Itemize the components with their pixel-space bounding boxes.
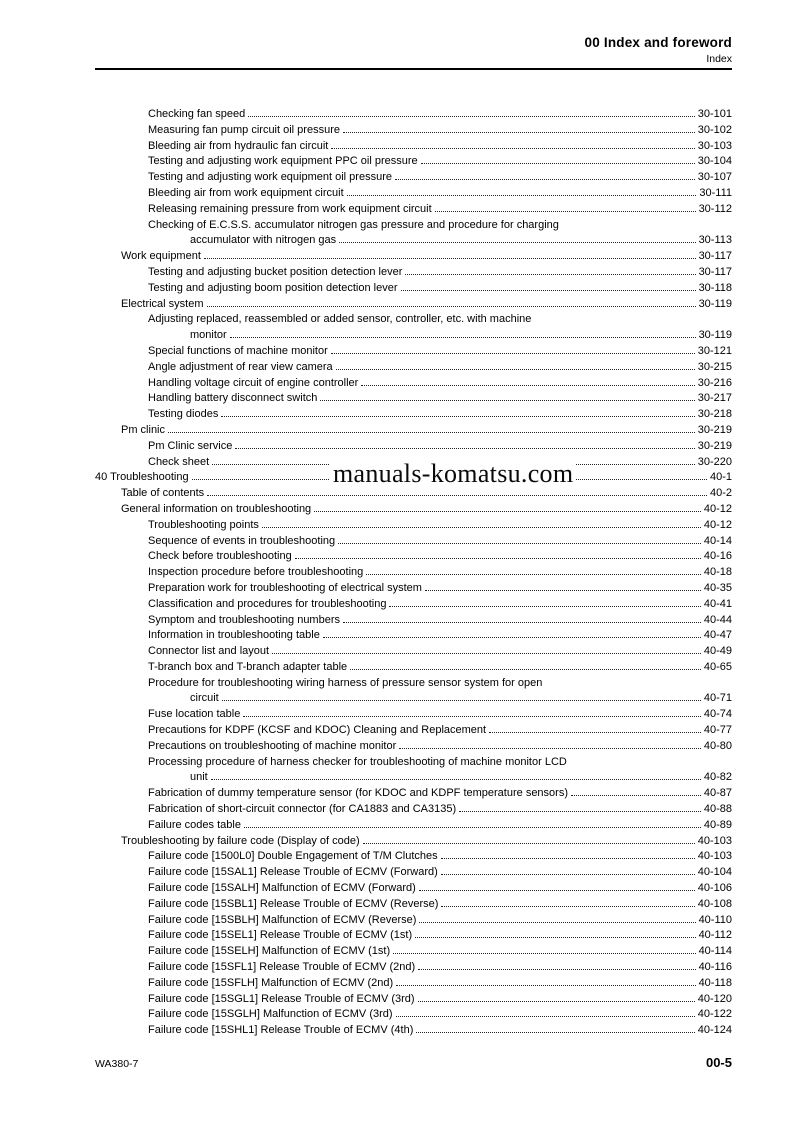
- toc-row: [95, 818, 732, 834]
- toc-entry-page: 40-35: [703, 581, 732, 594]
- toc-entry-title: unit: [190, 771, 208, 784]
- toc-row: [95, 960, 732, 976]
- toc-line: [95, 154, 732, 170]
- toc-entry-title: Failure code [15SELH] Malfunction of ECMV (1st): [148, 945, 391, 958]
- toc-row: [95, 1023, 732, 1039]
- toc-entry-page: 40-89: [703, 818, 732, 831]
- toc-row: [95, 439, 732, 455]
- dotted-leader: [393, 953, 695, 954]
- toc-entry-page: 30-219: [697, 423, 732, 436]
- toc-row: [95, 755, 732, 787]
- toc-entry-title: monitor: [190, 329, 227, 342]
- toc-entry-page: 40-124: [697, 1024, 732, 1037]
- toc-line: [95, 139, 732, 155]
- toc-line: [95, 849, 732, 865]
- toc-entry-title: Pm clinic: [121, 423, 166, 436]
- toc-row: [95, 534, 732, 550]
- toc-line: [95, 660, 732, 676]
- toc-entry-title: Testing and adjusting boom position detection lever: [148, 281, 398, 294]
- toc-entry-page: 40-82: [703, 771, 732, 784]
- dotted-leader: [272, 653, 701, 654]
- toc-line: [95, 170, 732, 186]
- toc-line: [95, 691, 732, 707]
- toc-line: [95, 786, 732, 802]
- toc-row: [95, 644, 732, 660]
- toc-line: [95, 218, 732, 234]
- toc-line: [95, 423, 732, 439]
- toc-entry-title: Procedure for troubleshooting wiring harness of pressure sensor system for open: [148, 676, 543, 689]
- toc-entry-title: Electrical system: [121, 297, 204, 310]
- toc-row: [95, 897, 732, 913]
- toc-entry-page: 30-119: [698, 297, 732, 310]
- dotted-leader: [323, 637, 701, 638]
- toc-line: [95, 770, 732, 786]
- toc-entry-page: 40-74: [703, 708, 732, 721]
- toc-entry-page: 30-117: [698, 265, 732, 278]
- toc-entry-title: Checking of E.C.S.S. accumulator nitrogen gas pressure and procedure for charging: [148, 218, 559, 231]
- toc-entry-title: Fabrication of short-circuit connector (for CA1883 and CA3135): [148, 803, 457, 816]
- toc-line: [95, 834, 732, 850]
- header-rule: [95, 68, 732, 70]
- toc-entry-page: 30-103: [697, 139, 732, 152]
- toc-line: [95, 439, 732, 455]
- dotted-leader: [320, 400, 694, 401]
- toc-row: [95, 170, 732, 186]
- toc-entry-page: 30-121: [697, 344, 732, 357]
- dotted-leader: [389, 606, 700, 607]
- dotted-leader: [262, 527, 701, 528]
- toc-entry-title: Information in troubleshooting table: [148, 629, 320, 642]
- toc-entry-page: 40-118: [698, 976, 732, 989]
- toc-line: [95, 944, 732, 960]
- dotted-leader: [248, 116, 695, 117]
- toc-row: [95, 976, 732, 992]
- toc-entry-title: Testing and adjusting work equipment PPC oil pressure: [148, 155, 418, 168]
- toc-line: [95, 407, 732, 423]
- toc-entry-page: 40-47: [703, 629, 732, 642]
- toc-entry-page: 30-112: [698, 202, 732, 215]
- dotted-leader: [399, 748, 701, 749]
- toc-row: [95, 265, 732, 281]
- toc-entry-page: 40-12: [703, 502, 732, 515]
- toc-entry-title: Table of contents: [121, 487, 205, 500]
- toc-row: [95, 613, 732, 629]
- dotted-leader: [222, 700, 701, 701]
- toc-line: [95, 107, 732, 123]
- toc-line: [95, 565, 732, 581]
- toc-row: [95, 676, 732, 708]
- toc-entry-title: Angle adjustment of rear view camera: [148, 360, 333, 373]
- toc-row: [95, 881, 732, 897]
- toc-line: [95, 502, 732, 518]
- toc-entry-page: 40-18: [703, 566, 732, 579]
- toc-entry-page: 40-87: [703, 787, 732, 800]
- toc-entry-page: 30-218: [697, 408, 732, 421]
- toc-line: [95, 328, 732, 344]
- toc-row: [95, 344, 732, 360]
- toc-row: [95, 549, 732, 565]
- dotted-leader: [441, 906, 694, 907]
- toc-row: [95, 865, 732, 881]
- toc-entry-title: Testing and adjusting work equipment oil pressure: [148, 171, 392, 184]
- toc-entry-page: 40-120: [697, 992, 732, 1005]
- toc-entry-page: 40-103: [697, 850, 732, 863]
- dotted-leader: [366, 574, 701, 575]
- toc-entry-title: Failure code [15SGL1] Release Trouble of ECMV (3rd): [148, 992, 415, 1005]
- toc-line: [95, 297, 732, 313]
- toc-row: [95, 139, 732, 155]
- footer-model-label: WA380-7: [95, 1058, 139, 1070]
- toc-row: [95, 407, 732, 423]
- dotted-leader: [395, 179, 695, 180]
- toc-row: [95, 849, 732, 865]
- toc-entry-title: Bleeding air from work equipment circuit: [148, 186, 344, 199]
- toc-entry-title: Failure codes table: [148, 818, 241, 831]
- dotted-leader: [396, 985, 695, 986]
- dotted-leader: [347, 195, 697, 196]
- toc-row: [95, 376, 732, 392]
- toc-line: [95, 344, 732, 360]
- dotted-leader: [401, 290, 696, 291]
- dotted-leader: [489, 732, 701, 733]
- toc-row: [95, 312, 732, 344]
- toc-entry-page: 40-104: [697, 866, 732, 879]
- toc-line: [95, 376, 732, 392]
- toc-line: [95, 581, 732, 597]
- toc-entry-title: Troubleshooting points: [148, 518, 259, 531]
- toc-entry-page: 40-14: [703, 534, 732, 547]
- dotted-leader: [425, 590, 701, 591]
- toc-line: [95, 723, 732, 739]
- toc-entry-page: 40-110: [698, 913, 732, 926]
- header-title: 00 Index and foreword: [584, 35, 732, 50]
- toc-entry-title: Preparation work for troubleshooting of electrical system: [148, 581, 422, 594]
- dotted-leader: [314, 511, 701, 512]
- toc-entry-title: Measuring fan pump circuit oil pressure: [148, 123, 340, 136]
- toc-entry-title: Testing and adjusting bucket position detection lever: [148, 265, 403, 278]
- toc-entry-page: 40-106: [697, 882, 732, 895]
- toc-entry-title: Failure code [15SBL1] Release Trouble of ECMV (Reverse): [148, 897, 439, 910]
- toc-entry-title: General information on troubleshooting: [121, 502, 312, 515]
- toc-line: [95, 534, 732, 550]
- toc-row: [95, 565, 732, 581]
- toc-row: [95, 218, 732, 250]
- toc-entry-page: 40-122: [697, 1008, 732, 1021]
- dotted-leader: [363, 843, 695, 844]
- toc-row: [95, 628, 732, 644]
- toc-entry-page: 40-16: [703, 550, 732, 563]
- dotted-leader: [343, 622, 701, 623]
- footer-page-number: 00-5: [705, 1055, 732, 1070]
- dotted-leader: [416, 1032, 694, 1033]
- toc-entry-page: 30-104: [697, 155, 732, 168]
- toc-line: [95, 1023, 732, 1039]
- toc-entry-title: Precautions on troubleshooting of machine monitor: [148, 739, 397, 752]
- toc-line: [95, 186, 732, 202]
- toc-entry-page: 30-117: [698, 250, 732, 263]
- toc-entry-title: Fabrication of dummy temperature sensor (for KDOC and KDPF temperature sensors): [148, 787, 568, 800]
- toc-entry-title: Failure code [15SHL1] Release Trouble of ECMV (4th): [148, 1024, 414, 1037]
- toc-entry-page: 40-77: [703, 724, 732, 737]
- toc-entry-title: T-branch box and T-branch adapter table: [148, 660, 348, 673]
- toc-entry-title: Fuse location table: [148, 708, 241, 721]
- watermark: manuals-komatsu.com: [330, 459, 576, 489]
- toc-entry-title: Processing procedure of harness checker for troubleshooting of machine monitor LCD: [148, 755, 567, 768]
- toc-entry-page: 40-2: [709, 487, 732, 500]
- toc-row: [95, 802, 732, 818]
- dotted-leader: [419, 922, 695, 923]
- dotted-leader: [338, 543, 701, 544]
- toc-entry-title: Handling battery disconnect switch: [148, 392, 318, 405]
- toc-line: [95, 802, 732, 818]
- toc-entry-title: Failure code [1500L0] Double Engagement of T/M Clutches: [148, 850, 438, 863]
- toc-row: [95, 281, 732, 297]
- toc-line: [95, 913, 732, 929]
- dotted-leader: [204, 258, 696, 259]
- toc-line: [95, 597, 732, 613]
- toc-row: [95, 186, 732, 202]
- toc-entry-title: Inspection procedure before troubleshooting: [148, 566, 364, 579]
- toc-line: [95, 865, 732, 881]
- toc-line: [95, 613, 732, 629]
- toc-line: [95, 233, 732, 249]
- toc-line: [95, 281, 732, 297]
- dotted-leader: [441, 858, 695, 859]
- toc-entry-page: 40-112: [698, 929, 732, 942]
- dotted-leader: [415, 937, 695, 938]
- toc-row: [95, 423, 732, 439]
- toc-row: [95, 297, 732, 313]
- toc-list: [95, 107, 732, 1039]
- toc-line: [95, 818, 732, 834]
- dotted-leader: [331, 148, 694, 149]
- toc-entry-title: Failure code [15SFL1] Release Trouble of ECMV (2nd): [148, 961, 416, 974]
- toc-line: [95, 707, 732, 723]
- dotted-leader: [418, 969, 695, 970]
- toc-entry-title: Troubleshooting by failure code (Display of code): [121, 834, 360, 847]
- toc-row: [95, 913, 732, 929]
- toc-entry-title: Failure code [15SEL1] Release Trouble of ECMV (1st): [148, 929, 413, 942]
- toc-line: [95, 518, 732, 534]
- toc-line: [95, 739, 732, 755]
- toc-entry-page: 40-114: [698, 945, 732, 958]
- dotted-leader: [243, 716, 701, 717]
- toc-entry-page: 30-220: [697, 455, 732, 468]
- toc-line: [95, 992, 732, 1008]
- dotted-leader: [244, 827, 701, 828]
- header-subtitle: Index: [706, 53, 732, 65]
- toc-row: [95, 660, 732, 676]
- toc-entry-page: 30-102: [697, 123, 732, 136]
- toc-row: [95, 581, 732, 597]
- toc-entry-title: Adjusting replaced, reassembled or added sensor, controller, etc. with machine: [148, 313, 532, 326]
- dotted-leader: [396, 1016, 695, 1017]
- toc-line: [95, 881, 732, 897]
- dotted-leader: [441, 874, 695, 875]
- dotted-leader: [339, 242, 695, 243]
- dotted-leader: [459, 811, 701, 812]
- toc-line: [95, 644, 732, 660]
- toc-row: [95, 202, 732, 218]
- toc-entry-title: Connector list and layout: [148, 645, 270, 658]
- toc-entry-page: 30-216: [697, 376, 732, 389]
- toc-entry-title: Testing diodes: [148, 408, 219, 421]
- toc-entry-title: Precautions for KDPF (KCSF and KDOC) Cleaning and Replacement: [148, 724, 487, 737]
- toc-entry-title: Failure code [15SALH] Malfunction of ECMV (Forward): [148, 882, 416, 895]
- toc-line: [95, 676, 732, 692]
- toc-row: [95, 1007, 732, 1023]
- toc-entry-page: 40-41: [703, 597, 732, 610]
- dotted-leader: [295, 558, 701, 559]
- toc-line: [95, 202, 732, 218]
- toc-entry-page: 40-116: [698, 961, 732, 974]
- toc-entry-page: 40-65: [703, 660, 732, 673]
- dotted-leader: [419, 890, 695, 891]
- toc-entry-title: Sequence of events in troubleshooting: [148, 534, 336, 547]
- toc-line: [95, 249, 732, 265]
- toc-line: [95, 960, 732, 976]
- toc-entry-page: 40-49: [703, 645, 732, 658]
- toc-row: [95, 154, 732, 170]
- toc-entry-title: Checking fan speed: [148, 108, 246, 120]
- toc-entry-page: 30-119: [698, 329, 732, 342]
- toc-row: [95, 992, 732, 1008]
- dotted-leader: [221, 416, 694, 417]
- toc-entry-title: Handling voltage circuit of engine controller: [148, 376, 359, 389]
- toc-entry-page: 30-113: [698, 234, 732, 247]
- toc-entry-title: Bleeding air from hydraulic fan circuit: [148, 139, 329, 152]
- toc-entry-title: circuit: [190, 692, 219, 705]
- dotted-leader: [361, 385, 694, 386]
- dotted-leader: [435, 211, 696, 212]
- toc-row: [95, 502, 732, 518]
- toc-entry-title: Special functions of machine monitor: [148, 344, 328, 357]
- dotted-leader: [211, 779, 701, 780]
- toc-entry-page: 40-88: [703, 803, 732, 816]
- toc-row: [95, 360, 732, 376]
- dotted-leader: [571, 795, 701, 796]
- toc-entry-page: 40-71: [703, 692, 732, 705]
- toc-entry-page: 30-118: [698, 281, 732, 294]
- toc-row: [95, 723, 732, 739]
- dotted-leader: [168, 432, 695, 433]
- dotted-leader: [405, 274, 695, 275]
- dotted-leader: [235, 448, 694, 449]
- toc-entry-title: Check before troubleshooting: [148, 550, 292, 563]
- toc-entry-page: 30-219: [697, 439, 732, 452]
- toc-entry-page: 40-1: [709, 471, 732, 484]
- toc-entry-title: Classification and procedures for troubleshooting: [148, 597, 387, 610]
- toc-row: [95, 391, 732, 407]
- toc-line: [95, 360, 732, 376]
- toc-line: [95, 312, 732, 328]
- toc-line: [95, 897, 732, 913]
- toc-line: [95, 628, 732, 644]
- toc-row: [95, 597, 732, 613]
- toc-row: [95, 123, 732, 139]
- dotted-leader: [350, 669, 701, 670]
- dotted-leader: [336, 369, 695, 370]
- toc-entry-page: 30-217: [697, 392, 732, 405]
- toc-entry-page: 40-80: [703, 739, 732, 752]
- toc-entry-title: Check sheet: [148, 455, 210, 468]
- toc-entry-page: 30-215: [697, 360, 732, 373]
- toc-entry-title: Work equipment: [121, 250, 201, 263]
- toc-line: [95, 265, 732, 281]
- toc-entry-title: Failure code [15SFLH] Malfunction of ECMV (2nd): [148, 976, 394, 989]
- dotted-leader: [331, 353, 695, 354]
- toc-row: [95, 786, 732, 802]
- toc-entry-title: Failure code [15SGLH] Malfunction of ECMV (3rd): [148, 1008, 393, 1021]
- toc-entry-title: Releasing remaining pressure from work equipment circuit: [148, 202, 432, 215]
- toc-row: [95, 107, 732, 123]
- toc-line: [95, 123, 732, 139]
- toc-entry-page: 30-101: [697, 108, 732, 120]
- dotted-leader: [421, 163, 695, 164]
- toc-entry-page: 40-103: [697, 834, 732, 847]
- toc-entry-title: Symptom and troubleshooting numbers: [148, 613, 340, 626]
- toc-row: [95, 944, 732, 960]
- toc-entry-title: Failure code [15SAL1] Release Trouble of ECMV (Forward): [148, 866, 438, 879]
- dotted-leader: [418, 1001, 695, 1002]
- dotted-leader: [230, 337, 696, 338]
- toc-entry-title: accumulator with nitrogen gas: [190, 234, 337, 247]
- toc-entry-title: Failure code [15SBLH] Malfunction of ECMV (Reverse): [148, 913, 417, 926]
- toc-entry-title: Pm Clinic service: [148, 439, 233, 452]
- page-header: [95, 35, 732, 65]
- toc-row: [95, 518, 732, 534]
- toc-entry-page: 40-12: [703, 518, 732, 531]
- toc-line: [95, 928, 732, 944]
- toc-line: [95, 391, 732, 407]
- toc-line: [95, 549, 732, 565]
- toc-entry-page: 30-107: [697, 171, 732, 184]
- toc-line: [95, 755, 732, 771]
- toc-entry-page: 30-111: [699, 186, 732, 199]
- toc-entry-title: 40 Troubleshooting: [95, 471, 189, 484]
- toc-entry-page: 40-108: [697, 897, 732, 910]
- toc-row: [95, 249, 732, 265]
- toc-entry-page: 40-44: [703, 613, 732, 626]
- dotted-leader: [207, 306, 696, 307]
- toc-line: [95, 976, 732, 992]
- dotted-leader: [343, 132, 695, 133]
- toc-row: [95, 834, 732, 850]
- toc-row: [95, 928, 732, 944]
- toc-row: [95, 739, 732, 755]
- toc-line: [95, 1007, 732, 1023]
- dotted-leader: [207, 495, 707, 496]
- toc-row: [95, 707, 732, 723]
